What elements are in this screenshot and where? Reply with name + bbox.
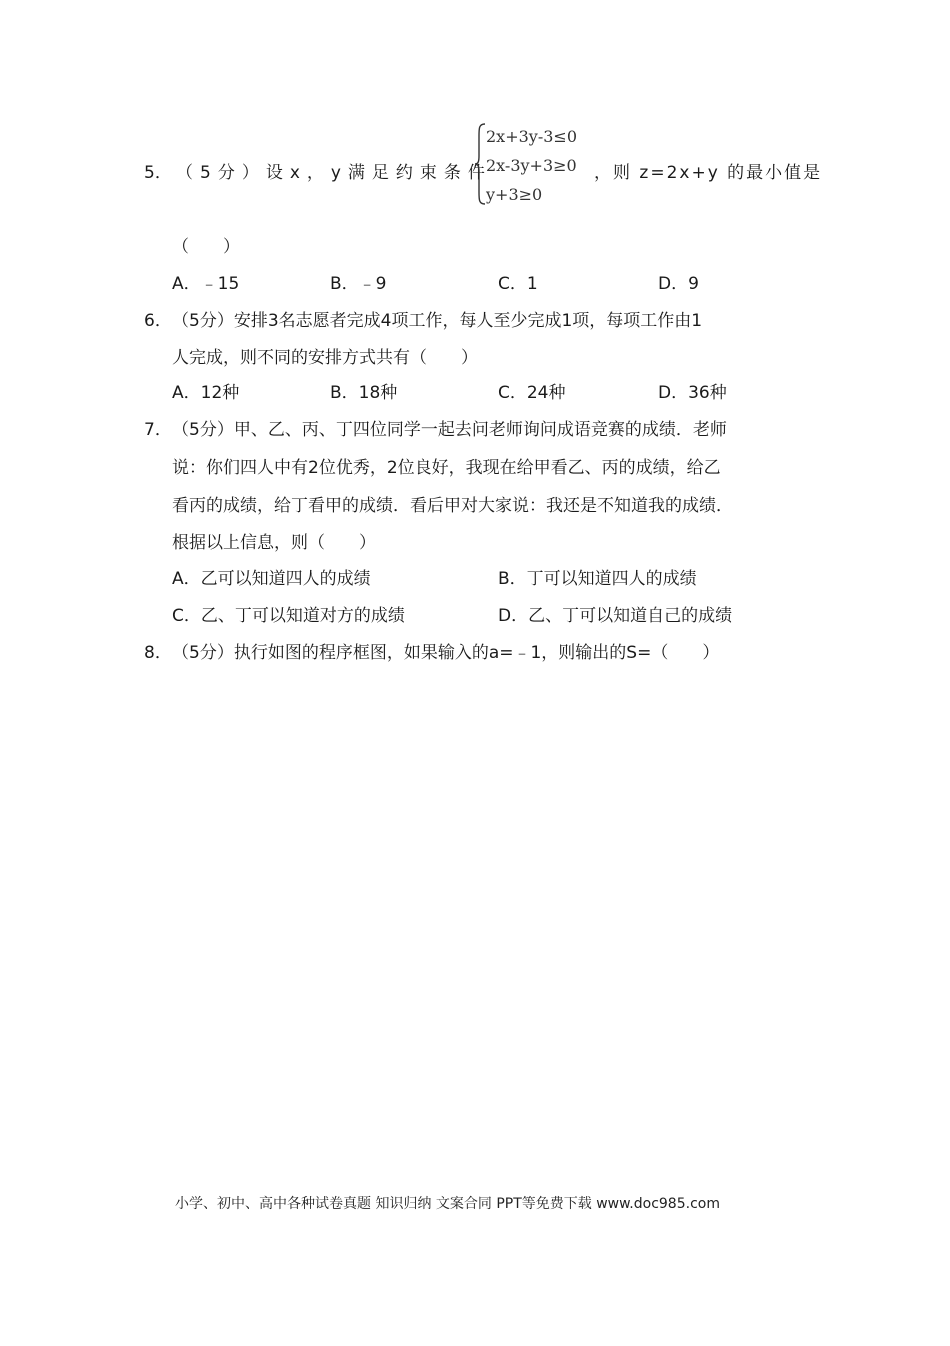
brace-icon xyxy=(474,122,486,206)
q5-option-c: C．1 xyxy=(498,274,538,294)
q8-text: （5分）执行如图的程序框图，如果输入的a=﹣1，则输出的S=（ ） xyxy=(172,643,720,663)
q6-option-b: B．18种 xyxy=(330,383,398,403)
q6-option-d: D．36种 xyxy=(658,383,727,403)
q5-constraint-1: 2x+3y-3≤0 xyxy=(486,127,577,146)
q6-option-c: C．24种 xyxy=(498,383,566,403)
page-footer: 小学、初中、高中各种试卷真题 知识归纳 文案合同 PPT等免费下载 www.doc985.com xyxy=(175,1196,720,1212)
q6-number: 6． xyxy=(144,311,172,331)
q6-line-2: 人完成，则不同的安排方式共有（ ） xyxy=(172,348,478,368)
q6-line-1: （5分）安排3名志愿者完成4项工作，每人至少完成1项，每项工作由1 xyxy=(172,311,703,331)
q5-stem-before: （5分）设x，y满足约束条件 xyxy=(176,163,492,183)
q7-line-3: 看丙的成绩，给丁看甲的成绩．看后甲对大家说：我还是不知道我的成绩． xyxy=(172,496,733,516)
q7-option-c: C．乙、丁可以知道对方的成绩 xyxy=(172,606,405,626)
q7-line-2: 说：你们四人中有2位优秀，2位良好，我现在给甲看乙、丙的成绩，给乙 xyxy=(172,458,721,478)
q5-constraint-3: y+3≥0 xyxy=(486,185,543,204)
q8-number: 8． xyxy=(144,643,172,663)
q5-paren: （ ） xyxy=(172,237,240,257)
q7-option-b: B．丁可以知道四人的成绩 xyxy=(498,569,697,589)
q6-option-a: A．12种 xyxy=(172,383,240,403)
q5-number: 5． xyxy=(144,163,172,183)
q7-line-4: 根据以上信息，则（ ） xyxy=(172,533,376,553)
q7-line-1: （5分）甲、乙、丙、丁四位同学一起去问老师询问成语竞赛的成绩．老师 xyxy=(172,420,727,440)
q5-constraint-2: 2x-3y+3≥0 xyxy=(486,156,577,175)
q5-stem-after: ，则 z=2x+y 的最小值是 xyxy=(594,163,823,183)
q5-option-b: B．﹣9 xyxy=(330,274,387,294)
q7-option-a: A．乙可以知道四人的成绩 xyxy=(172,569,371,589)
q7-number: 7． xyxy=(144,420,172,440)
q5-option-a: A．﹣15 xyxy=(172,274,240,294)
q5-option-d: D．9 xyxy=(658,274,699,294)
q7-option-d: D．乙、丁可以知道自己的成绩 xyxy=(498,606,733,626)
